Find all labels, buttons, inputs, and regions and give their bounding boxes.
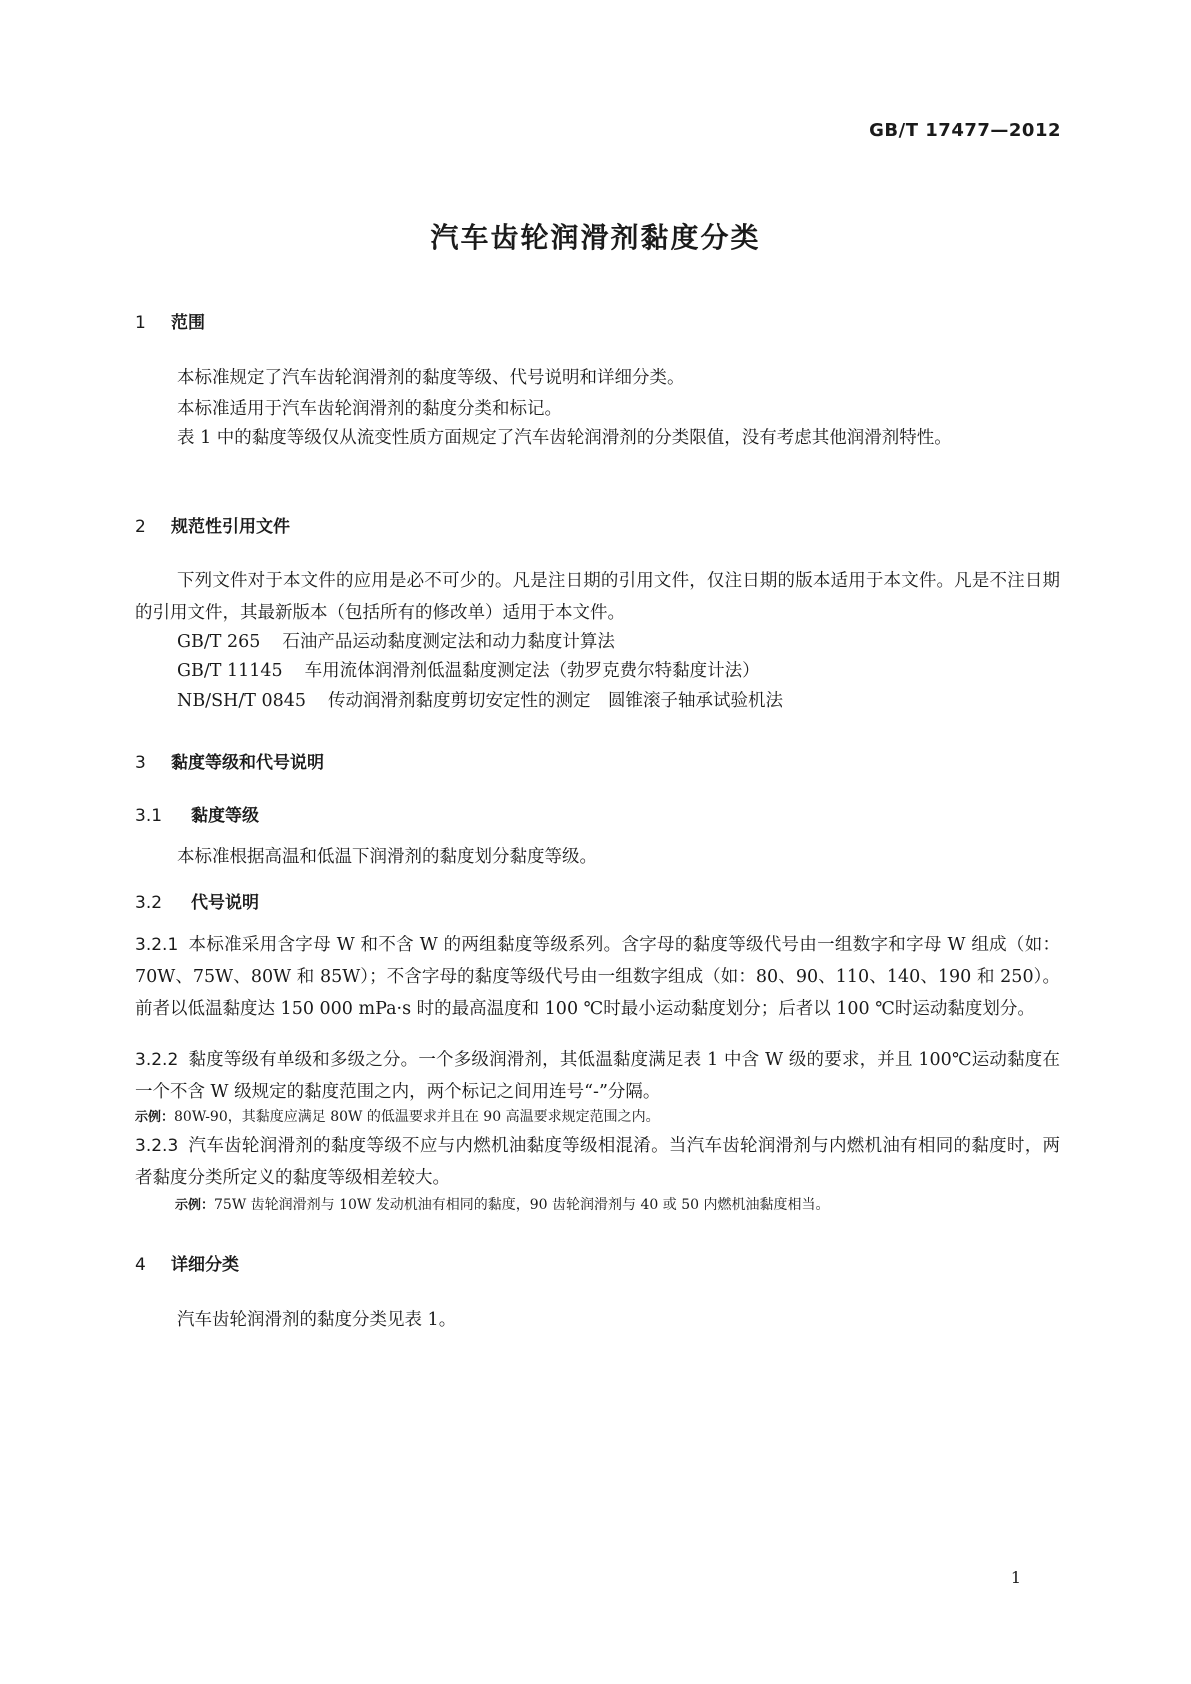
reference-code: GB/T 11145 — [177, 661, 283, 681]
paragraph: 下列文件对于本文件的应用是必不可少的。凡是注日期的引用文件，仅注日期的版本适用于本文件。凡是不注日期的引用文件，其最新版本（包括所有的修改单）适用于本文件。 — [135, 571, 1060, 623]
section-1-heading — [135, 308, 205, 333]
section-title: 黏度等级和代号说明 — [171, 753, 324, 773]
normative-reference — [177, 687, 783, 712]
standard-number: GB/T 17477—2012 — [869, 120, 1061, 141]
section-number: 3 — [135, 753, 146, 773]
clause-3-2-2 — [135, 1044, 1060, 1108]
paragraph: 表 1 中的黏度等级仅从流变性质方面规定了汽车齿轮润滑剂的分类限值，没有考虑其他润滑剂特性。 — [177, 428, 952, 448]
subsection-title: 代号说明 — [191, 893, 259, 913]
example-label: 示例： — [135, 1110, 175, 1125]
reference-code: NB/SH/T 0845 — [177, 691, 306, 711]
section-title: 详细分类 — [171, 1255, 239, 1275]
document-title: 汽车齿轮润滑剂黏度分类 — [430, 221, 761, 254]
section-3-heading — [135, 748, 324, 773]
paragraph: 汽车齿轮润滑剂的黏度分类见表 1。 — [177, 1310, 457, 1330]
paragraph: 本标准根据高温和低温下润滑剂的黏度划分黏度等级。 — [177, 847, 597, 867]
reference-title: 传动润滑剂黏度剪切安定性的测定 圆锥滚子轴承试验机法 — [328, 691, 783, 711]
section-number: 1 — [135, 313, 146, 333]
section-3-1-heading — [135, 801, 259, 826]
clause-text: 本标准采用含字母 W 和不含 W 的两组黏度等级系列。含字母的黏度等级代号由一组数字和字母 W 组成（如：70W、75W、80W 和 85W）；不含字母的黏度等级代号由一组数字组成（如：80、90、110、140、190 和 250）。前者以低温黏度达 150 000 mPa·s 时的最高温度和 100 ℃时最小运动黏度划分；后者以 100 ℃时运动黏度划分。 — [135, 935, 1060, 1019]
normative-reference — [177, 628, 615, 653]
page-number: 1 — [1010, 1568, 1021, 1587]
clause-3-2-3 — [135, 1130, 1060, 1194]
section-title: 范围 — [171, 313, 205, 333]
section-4-heading — [135, 1250, 239, 1275]
reference-code: GB/T 265 — [177, 632, 261, 652]
example-text: 80W-90，其黏度应满足 80W 的低温要求并且在 90 高温要求规定范围之内。 — [174, 1109, 660, 1125]
subsection-number: 3.1 — [135, 806, 163, 826]
section-3-2-heading — [135, 888, 259, 913]
reference-title: 石油产品运动黏度测定法和动力黏度计算法 — [282, 632, 615, 652]
section-2-heading — [135, 512, 290, 537]
example-label: 示例： — [175, 1198, 215, 1213]
paragraph: 本标准规定了汽车齿轮润滑剂的黏度等级、代号说明和详细分类。 — [177, 368, 685, 388]
reference-title: 车用流体润滑剂低温黏度测定法（勃罗克费尔特黏度计法） — [304, 661, 760, 681]
normative-reference — [177, 657, 760, 682]
clause-text: 黏度等级有单级和多级之分。一个多级润滑剂，其低温黏度满足表 1 中含 W 级的要求，并且 100℃运动黏度在一个不含 W 级规定的黏度范围之内，两个标记之间用连号“-”分隔。 — [135, 1050, 1060, 1102]
subsection-number: 3.2 — [135, 893, 163, 913]
example-note — [135, 1105, 660, 1130]
clause-number: 3.2.1 — [135, 935, 179, 955]
clause-number: 3.2.2 — [135, 1050, 179, 1070]
clause-text: 汽车齿轮润滑剂的黏度等级不应与内燃机油黏度等级相混淆。当汽车齿轮润滑剂与内燃机油有相同的黏度时，两者黏度分类所定义的黏度等级相差较大。 — [135, 1136, 1060, 1188]
clause-3-2-1 — [135, 929, 1060, 1025]
example-text: 75W 齿轮润滑剂与 10W 发动机油有相同的黏度，90 齿轮润滑剂与 40 或 50 内燃机油黏度相当。 — [214, 1197, 830, 1213]
example-note — [175, 1193, 829, 1218]
subsection-title: 黏度等级 — [191, 806, 259, 826]
paragraph: 本标准适用于汽车齿轮润滑剂的黏度分类和标记。 — [177, 399, 562, 419]
section-title: 规范性引用文件 — [171, 517, 290, 537]
section-number: 2 — [135, 517, 146, 537]
clause-number: 3.2.3 — [135, 1136, 179, 1156]
section-number: 4 — [135, 1255, 146, 1275]
